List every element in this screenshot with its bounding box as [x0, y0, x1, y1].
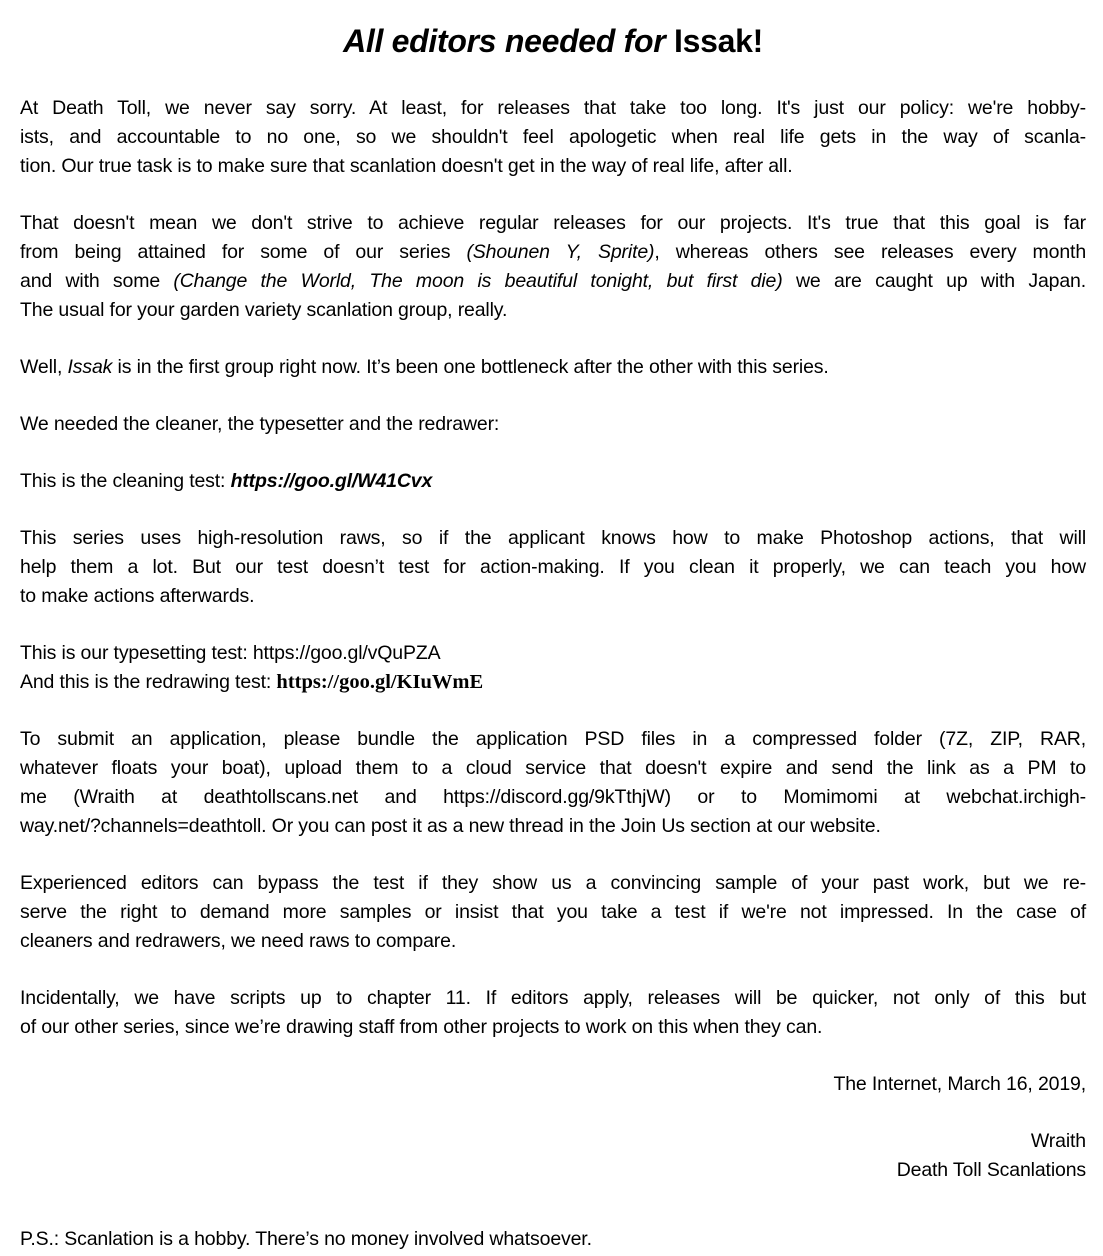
- text-segment: Well,: [20, 356, 68, 378]
- text-segment: to make actions afterwards.: [20, 585, 255, 607]
- text-segment: of our other series, since we’re drawing staff from other projects to work on this when they can.: [20, 1016, 823, 1038]
- text-segment: Incidentally, we have scripts up to chapter 11. If editors apply, releases will be quicker, not only of this but: [20, 987, 1086, 1009]
- text-segment: To submit an application, please bundle the application PSD files in a compressed folder (7Z, ZIP, RAR,: [20, 728, 1086, 750]
- text-segment: and with some: [20, 270, 174, 292]
- text-line: [20, 152, 1086, 181]
- signature-group: Death Toll Scanlations: [896, 1159, 1086, 1181]
- text-line: [20, 553, 1086, 582]
- text-segment: This series uses high-resolution raws, so if the applicant knows how to make Photoshop actions, that will: [20, 527, 1086, 549]
- text-line: [20, 524, 1086, 553]
- text-segment: serve the right to demand more samples or insist that you take a test if we're not impressed. In the case of: [20, 901, 1086, 923]
- dateline: The Internet, March 16, 2019,: [833, 1073, 1086, 1095]
- paragraph-cleaning-notes: [20, 524, 1086, 611]
- text-line: [20, 209, 1086, 238]
- page-title-italic-part: All editors needed for: [343, 23, 674, 59]
- text-line: [20, 1013, 1086, 1042]
- text-line: [20, 783, 1086, 812]
- series-name-issak: Issak: [67, 356, 113, 378]
- text-segment: ists, and accountable to no one, so we shouldn't feel apologetic when real life gets in the way of scanla-: [20, 126, 1086, 148]
- typesetting-test-url: https://goo.gl/vQuPZA: [252, 642, 441, 664]
- text-segment: Experienced editors can bypass the test if they show us a convincing sample of your past work, but we re-: [20, 872, 1086, 894]
- series-names-caught-up: (Change the World, The moon is beautiful tonight, but first die): [173, 270, 783, 292]
- text-line: [20, 353, 1086, 382]
- redrawing-test-url: https://goo.gl/KIuWmE: [276, 671, 484, 693]
- paragraph-cleaning-test: [20, 467, 1086, 496]
- text-line: [20, 267, 1086, 296]
- text-segment: The usual for your garden variety scanlation group, really.: [20, 299, 508, 321]
- text-segment: This is our typesetting test:: [20, 642, 253, 664]
- text-segment: At Death Toll, we never say sorry. At least, for releases that take too long. It's just our policy: we're hobby-: [20, 97, 1086, 119]
- signature-block: [20, 1127, 1086, 1185]
- text-line: [20, 238, 1086, 267]
- text-segment: That doesn't mean we don't strive to achieve regular releases for our projects. It's true that this goal is far: [20, 212, 1086, 234]
- text-line: [20, 927, 1086, 956]
- paragraph-experienced-editors: [20, 869, 1086, 956]
- text-line: [20, 812, 1086, 841]
- page-title-series-name: Issak!: [674, 23, 763, 59]
- paragraph-scripts-note: [20, 984, 1086, 1042]
- document-body: [20, 94, 1086, 1042]
- signature-name: Wraith: [1030, 1130, 1086, 1152]
- paragraph-policy-intro: [20, 94, 1086, 181]
- paragraph-roles-needed: [20, 410, 1086, 439]
- text-line: [20, 754, 1086, 783]
- text-segment: is in the first group right now. It’s been one bottleneck after the other with this series.: [112, 356, 829, 378]
- text-segment: help them a lot. But our test doesn’t test for action-making. If you clean it properly, we can teach you how: [20, 556, 1086, 578]
- text-segment: we are caught up with Japan.: [782, 270, 1086, 292]
- text-segment: whatever floats your boat), upload them to a cloud service that doesn't expire and send the link as a PM to: [20, 757, 1086, 779]
- text-segment: And this is the redrawing test:: [20, 671, 277, 693]
- cleaning-test-url: https://goo.gl/W41Cvx: [230, 470, 433, 492]
- paragraph-release-status: [20, 209, 1086, 325]
- text-line: [20, 984, 1086, 1013]
- page-title: [20, 22, 1086, 60]
- text-line: [20, 668, 1086, 697]
- text-line: [20, 725, 1086, 754]
- text-line: [20, 467, 1086, 496]
- text-line: [20, 639, 1086, 668]
- paragraph-other-tests: [20, 639, 1086, 697]
- text-line: [20, 94, 1086, 123]
- text-line: [20, 410, 1086, 439]
- text-line: [20, 296, 1086, 325]
- paragraph-submission-instructions: [20, 725, 1086, 841]
- text-segment: from being attained for some of our series: [20, 241, 467, 263]
- series-names-behind: (Shounen Y, Sprite): [466, 241, 655, 263]
- paragraph-bottleneck-note: [20, 353, 1086, 382]
- text-segment: , whereas others see releases every month: [654, 241, 1087, 263]
- text-line: [20, 123, 1086, 152]
- text-segment: tion. Our true task is to make sure that scanlation doesn't get in the way of real life, after all.: [20, 155, 793, 177]
- contact-line: me (Wraith at deathtollscans.net and https://discord.gg/9kTthjW) or to Momimomi at webchat.irchigh-: [20, 786, 1086, 808]
- text-line: [20, 869, 1086, 898]
- text-segment: We needed the cleaner, the typesetter and the redrawer:: [20, 413, 500, 435]
- text-line: [20, 898, 1086, 927]
- text-segment: This is the cleaning test:: [20, 470, 231, 492]
- text-segment: cleaners and redrawers, we need raws to compare.: [20, 930, 457, 952]
- contact-line-continued: way.net/?channels=deathtoll. Or you can post it as a new thread in the Join Us section at our website.: [20, 815, 881, 837]
- postscript: P.S.: Scanlation is a hobby. There’s no money involved whatsoever.: [20, 1228, 592, 1250]
- text-line: [20, 582, 1086, 611]
